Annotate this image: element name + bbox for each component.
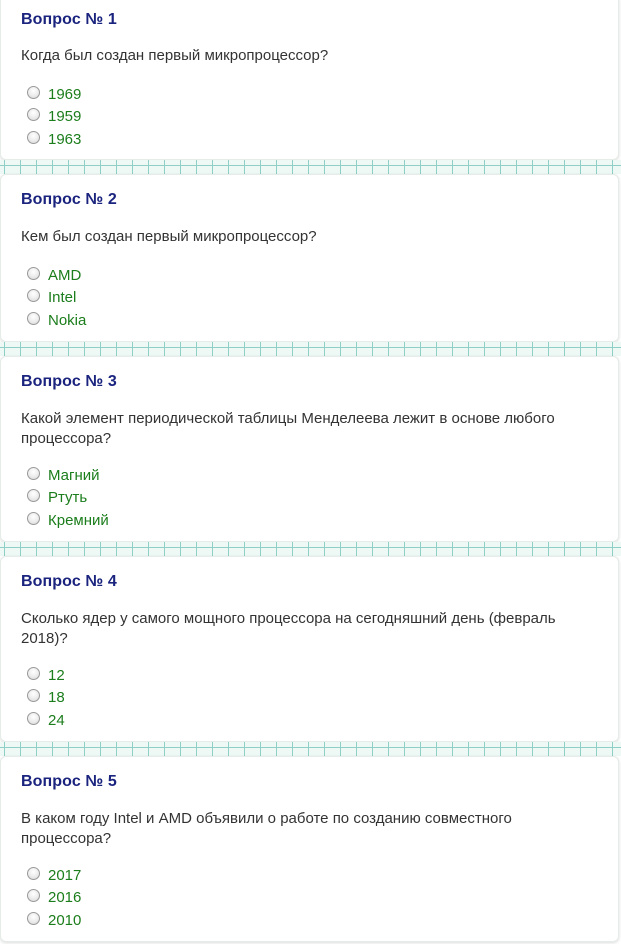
question-text: Какой элемент периодической таблицы Менделеева лежит в основе любого процессора? bbox=[21, 410, 555, 447]
answer-option[interactable] bbox=[27, 83, 81, 106]
answer-option[interactable] bbox=[27, 664, 65, 687]
option-label[interactable]: 2016 bbox=[48, 889, 82, 907]
radio-button[interactable] bbox=[27, 889, 40, 902]
answer-options bbox=[27, 264, 86, 332]
option-label[interactable]: 18 bbox=[48, 689, 65, 707]
answer-option[interactable] bbox=[27, 309, 86, 332]
question-text: Когда был создан первый микропроцессор? bbox=[21, 47, 329, 64]
separator-strip bbox=[0, 160, 621, 174]
question-text: Кем был создан первый микропроцессор? bbox=[21, 228, 317, 245]
answer-option[interactable] bbox=[27, 464, 109, 487]
answer-option[interactable] bbox=[27, 287, 86, 310]
answer-options bbox=[27, 864, 81, 932]
option-label[interactable]: 1959 bbox=[48, 108, 82, 126]
separator-strip bbox=[0, 742, 621, 756]
option-label[interactable]: 2010 bbox=[48, 911, 82, 929]
answer-option[interactable] bbox=[27, 909, 81, 932]
answer-option[interactable] bbox=[27, 687, 65, 710]
radio-button[interactable] bbox=[27, 312, 40, 325]
question-title: Вопрос № 5 bbox=[21, 773, 117, 790]
radio-button[interactable] bbox=[27, 108, 40, 121]
question-text: В каком году Intel и AMD объявили о работе по созданию совместного процессора? bbox=[21, 810, 512, 847]
answer-option[interactable] bbox=[27, 509, 109, 532]
answer-options bbox=[27, 664, 65, 732]
separator-strip bbox=[0, 542, 621, 556]
question-title: Вопрос № 4 bbox=[21, 573, 117, 590]
answer-option[interactable] bbox=[27, 709, 65, 732]
option-label[interactable]: 12 bbox=[48, 666, 65, 684]
radio-button[interactable] bbox=[27, 912, 40, 925]
answer-option[interactable] bbox=[27, 487, 109, 510]
question-card-2 bbox=[0, 174, 619, 342]
question-card-1 bbox=[0, 0, 619, 160]
answer-options bbox=[27, 464, 109, 532]
option-label[interactable]: 1963 bbox=[48, 130, 82, 148]
question-title: Вопрос № 1 bbox=[21, 11, 117, 28]
answer-option[interactable] bbox=[27, 887, 81, 910]
question-card-4 bbox=[0, 556, 619, 742]
option-label[interactable]: 2017 bbox=[48, 866, 82, 884]
answer-option[interactable] bbox=[27, 106, 81, 129]
radio-button[interactable] bbox=[27, 867, 40, 880]
question-card-5 bbox=[0, 756, 619, 942]
radio-button[interactable] bbox=[27, 712, 40, 725]
separator-strip bbox=[0, 342, 621, 356]
radio-button[interactable] bbox=[27, 289, 40, 302]
option-label[interactable]: Магний bbox=[48, 466, 100, 484]
option-label[interactable]: Nokia bbox=[48, 311, 87, 329]
option-label[interactable]: Кремний bbox=[48, 511, 109, 529]
radio-button[interactable] bbox=[27, 689, 40, 702]
question-card-3 bbox=[0, 356, 619, 542]
option-label[interactable]: 1969 bbox=[48, 85, 82, 103]
radio-button[interactable] bbox=[27, 467, 40, 480]
radio-button[interactable] bbox=[27, 267, 40, 280]
question-text: Сколько ядер у самого мощного процессора на сегодняшний день (февраль 2018)? bbox=[21, 610, 556, 647]
radio-button[interactable] bbox=[27, 489, 40, 502]
radio-button[interactable] bbox=[27, 131, 40, 144]
option-label[interactable]: AMD bbox=[48, 266, 82, 284]
radio-button[interactable] bbox=[27, 86, 40, 99]
option-label[interactable]: Intel bbox=[48, 289, 77, 307]
answer-options bbox=[27, 83, 81, 151]
question-title: Вопрос № 3 bbox=[21, 373, 117, 390]
radio-button[interactable] bbox=[27, 512, 40, 525]
answer-option[interactable] bbox=[27, 264, 86, 287]
radio-button[interactable] bbox=[27, 667, 40, 680]
question-title: Вопрос № 2 bbox=[21, 191, 117, 208]
answer-option[interactable] bbox=[27, 128, 81, 151]
option-label[interactable]: 24 bbox=[48, 711, 65, 729]
answer-option[interactable] bbox=[27, 864, 81, 887]
option-label[interactable]: Ртуть bbox=[48, 489, 88, 507]
